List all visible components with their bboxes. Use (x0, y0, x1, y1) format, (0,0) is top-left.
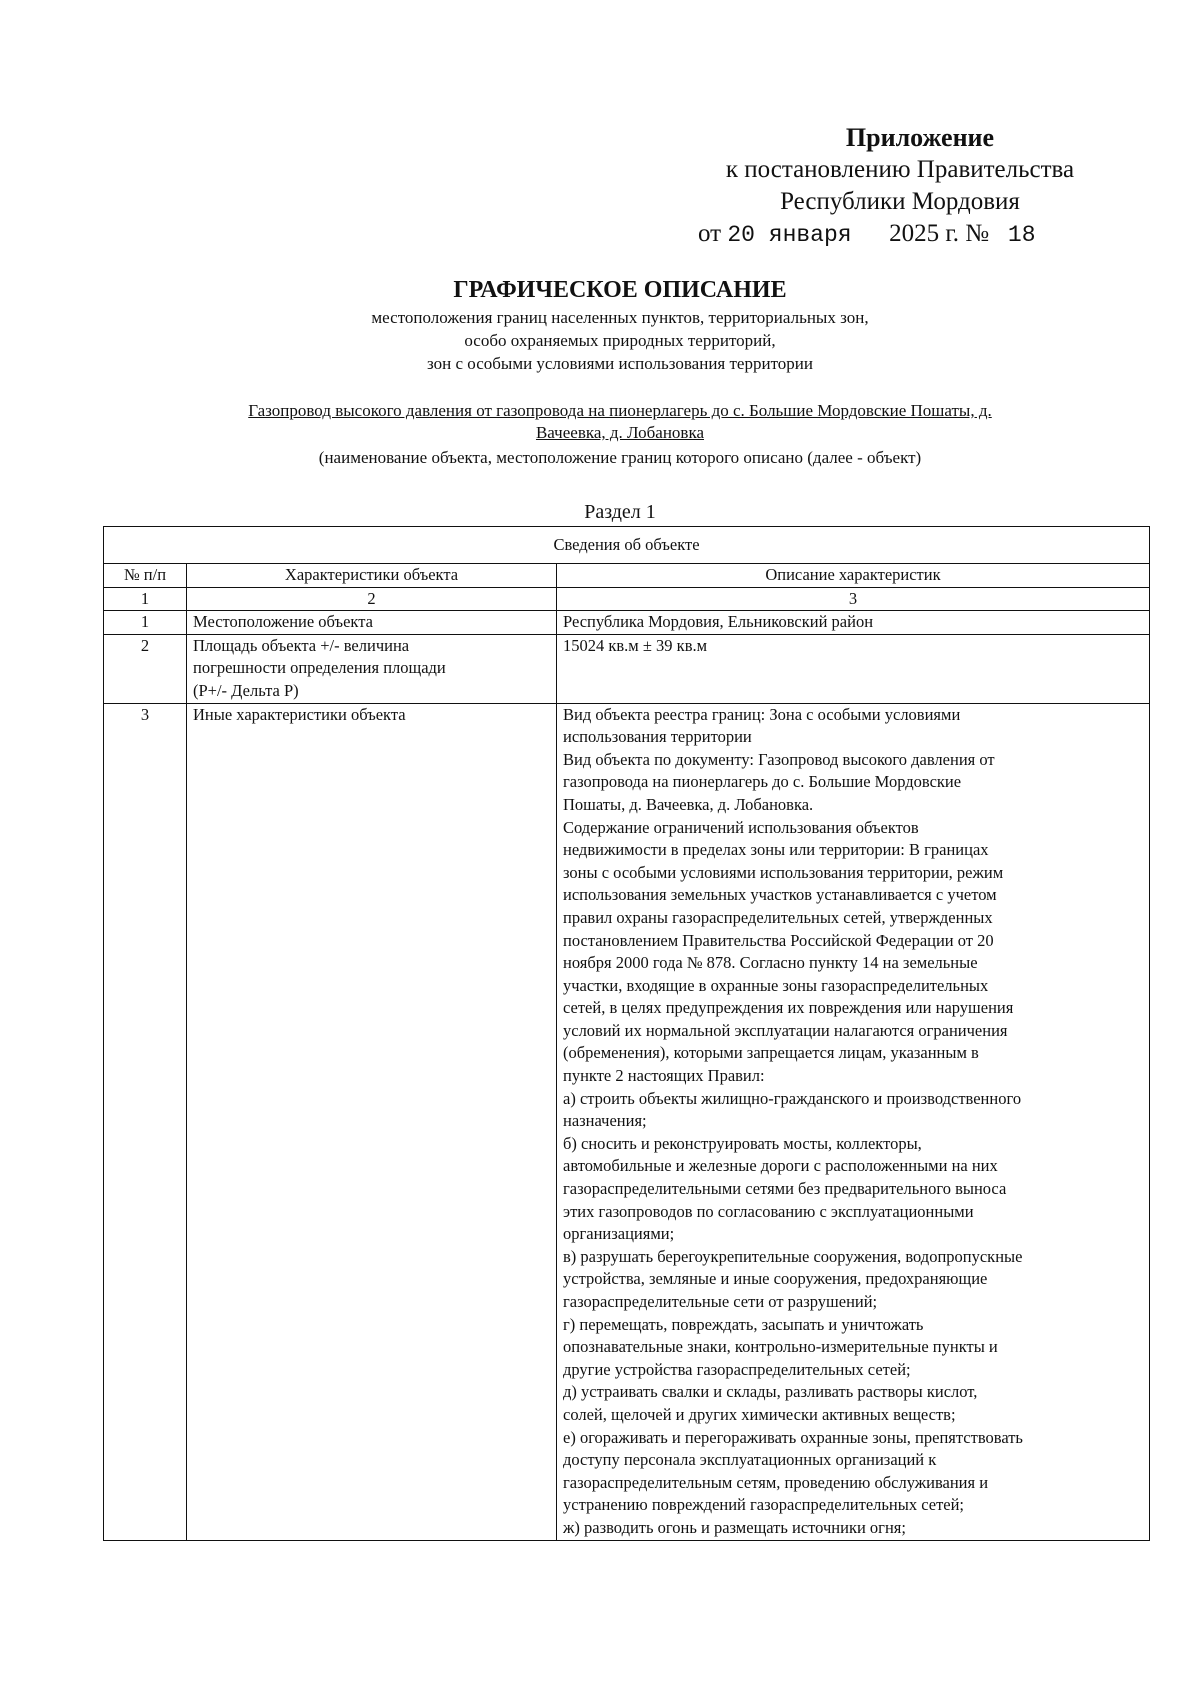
date-prefix: от (698, 220, 722, 247)
column-number: 2 (187, 587, 557, 611)
header-description: Описание характеристик (557, 564, 1150, 588)
description-line: недвижимости в пределах зоны или территории: В границах (563, 840, 989, 860)
characteristic-line: Площадь объекта +/- величина (193, 635, 410, 655)
description-line: участки, входящие в охранные зоны газораспределительных (563, 975, 989, 995)
description-line: газораспределительными сетями без предварительного выноса (563, 1179, 1007, 1199)
description-line: правил охраны газораспределительных сетей, утвержденных (563, 907, 993, 927)
object-name-line: Вачеевка, д. Лобановка (535, 423, 705, 442)
description-line: доступу персонала эксплуатационных организаций к (563, 1450, 937, 1470)
subtitle-line: зон с особыми условиями использования территории (427, 354, 813, 373)
description-line: д) устраивать свалки и склады, разливать растворы кислот, (563, 1382, 978, 1402)
description-line: опознавательные знаки, контрольно-измерительные пункты и (563, 1337, 998, 1357)
characteristic-line: Местоположение объекта (193, 612, 373, 632)
table-column-numbers-row (104, 587, 1150, 611)
description-line: г) перемещать, повреждать, засыпать и уничтожать (563, 1314, 924, 1334)
header-characteristic: Характеристики объекта (187, 564, 557, 588)
object-info-table (103, 526, 1150, 1541)
table-caption-row (104, 527, 1150, 564)
date-year: 2025 г. № (889, 220, 990, 247)
description-line: Вид объекта реестра границ: Зона с особыми условиями (563, 704, 961, 724)
document-subtitle (0, 306, 1200, 375)
description-line: автомобильные и железные дороги с расположенными на них (563, 1156, 998, 1176)
table-row (104, 703, 1150, 1540)
description-line: пункте 2 настоящих Правил: (563, 1066, 765, 1086)
table-row (104, 611, 1150, 635)
description-line: условий их нормальной эксплуатации налагаются ограничения (563, 1020, 1008, 1040)
document-title: ГРАФИЧЕСКОЕ ОПИСАНИЕ (453, 277, 787, 303)
description-line: назначения; (563, 1111, 647, 1131)
description-line: б) сносить и реконструировать мосты, коллекторы, (563, 1133, 922, 1153)
appendix-header (690, 122, 1110, 251)
object-name (150, 400, 1090, 444)
description-line: устройства, земляные и иные сооружения, предохраняющие (563, 1269, 988, 1289)
table-header-row (104, 564, 1150, 588)
description-line: е) огораживать и перегораживать охранные зоны, препятствовать (563, 1427, 1023, 1447)
description-line: другие устройства газораспределительных сетей; (563, 1359, 911, 1379)
description-line: (обременения), которыми запрещается лицам, указанным в (563, 1043, 979, 1063)
column-number: 3 (557, 587, 1150, 611)
section-label: Раздел 1 (584, 501, 656, 523)
description-line: а) строить объекты жилищно-гражданского и производственного (563, 1088, 1022, 1108)
description-line: ноября 2000 года № 878. Согласно пункту 14 на земельные (563, 953, 978, 973)
date-number: 18 (1007, 222, 1036, 248)
description-line: Республика Мордовия, Ельниковский район (563, 612, 874, 632)
description-line: Содержание ограничений использования объектов (563, 817, 919, 837)
description-line: солей, щелочей и других химически активных веществ; (563, 1404, 956, 1424)
description-line: зоны с особыми условиями использования территории, режим (563, 862, 1004, 882)
row-characteristic (187, 611, 557, 635)
characteristic-line: погрешности определения площади (193, 658, 446, 678)
object-note: (наименование объекта, местоположение границ которого описано (далее - объект) (318, 448, 922, 467)
appendix-line-1: к постановлению Правительства (725, 156, 1075, 183)
appendix-date (690, 218, 1110, 251)
description-line: устранению повреждений газораспределительных сетей; (563, 1495, 965, 1515)
row-characteristic (187, 703, 557, 1540)
characteristic-line: (P+/- Дельта P) (193, 680, 299, 700)
characteristic-line: Иные характеристики объекта (193, 704, 406, 724)
row-number: 3 (104, 703, 187, 1540)
description-line: использования земельных участков устанавливается с учетом (563, 885, 997, 905)
description-line: организациями; (563, 1224, 675, 1244)
date-day-month: 20 января (727, 222, 852, 248)
description-line: использования территории (563, 727, 752, 747)
appendix-title: Приложение (845, 123, 995, 152)
description-line: газопровода на пионерлагерь до с. Большие Мордовские (563, 772, 962, 792)
appendix-line-2: Республики Мордовия (780, 188, 1020, 215)
table-row (104, 634, 1150, 703)
description-line: этих газопроводов по согласованию с эксплуатационными (563, 1201, 974, 1221)
header-number: № п/п (104, 564, 187, 588)
row-description (557, 611, 1150, 635)
subtitle-line: местоположения границ населенных пунктов, территориальных зон, (371, 308, 869, 327)
column-number: 1 (104, 587, 187, 611)
description-line: Вид объекта по документу: Газопровод высокого давления от (563, 749, 995, 769)
description-line: Пошаты, д. Вачеевка, д. Лобановка. (563, 794, 814, 814)
row-number: 1 (104, 611, 187, 635)
row-number: 2 (104, 634, 187, 703)
description-line: постановлением Правительства Российской Федерации от 20 (563, 930, 994, 950)
row-description (557, 703, 1150, 1540)
object-name-line: Газопровод высокого давления от газопровода на пионерлагерь до с. Большие Мордовские Пошаты, д. (248, 401, 992, 420)
row-description (557, 634, 1150, 703)
row-characteristic (187, 634, 557, 703)
description-line: сетей, в целях предупреждения их повреждения или нарушения (563, 998, 1014, 1018)
description-line: газораспределительным сетям, проведению обслуживания и (563, 1472, 989, 1492)
description-line: газораспределительные сети от разрушений; (563, 1292, 878, 1311)
subtitle-line: особо охраняемых природных территорий, (464, 331, 776, 350)
description-line: в) разрушать берегоукрепительные сооружения, водопропускные (563, 1246, 1023, 1266)
table-caption: Сведения об объекте (104, 527, 1150, 564)
description-line: 15024 кв.м ± 39 кв.м (563, 635, 708, 655)
description-line: ж) разводить огонь и размещать источники огня; (563, 1517, 906, 1537)
